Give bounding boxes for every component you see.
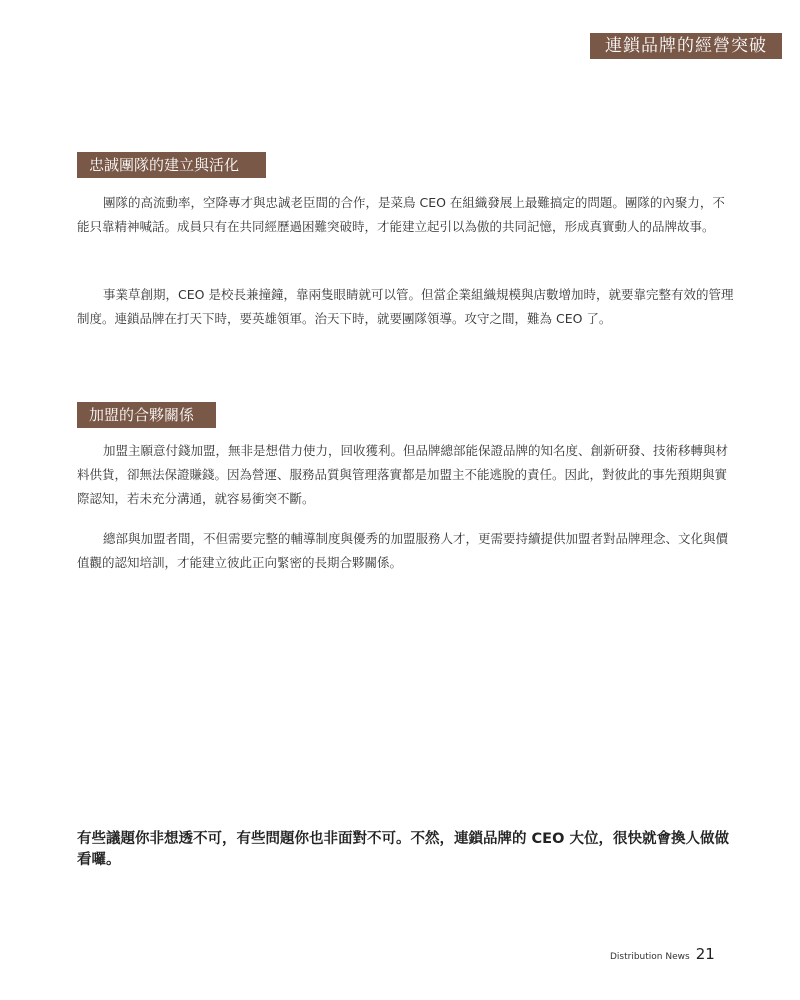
section-heading-loyal-team: 忠誠團隊的建立與活化 bbox=[77, 152, 266, 178]
chapter-title-banner: 連鎖品牌的經營突破 bbox=[590, 33, 782, 59]
paragraph-startup-management: 事業草創期，CEO 是校長兼撞鐘，靠兩隻眼睛就可以管。但當企業組織規模與店數增加時，就要靠完整有效的管理制度。連鎖品牌在打天下時，要英雄領軍。治天下時，就要團隊領導。攻守之間，難為 CEO 了。 bbox=[77, 287, 734, 326]
closing-quote: 有些議題你非想透不可，有些問題你也非面對不可。不然，連鎖品牌的 CEO 大位，很快就會換人做做看囉。 bbox=[77, 831, 729, 868]
paragraph-hq-franchisee-relations: 總部與加盟者間，不但需要完整的輔導制度與優秀的加盟服務人才，更需要持續提供加盟者對品牌理念、文化與價值觀的認知培訓，才能建立彼此正向緊密的長期合夥關係。 bbox=[77, 531, 729, 570]
paragraph-team-turnover: 團隊的高流動率，空降專才與忠誠老臣間的合作，是菜鳥 CEO 在組織發展上最難搞定的問題。團隊的內聚力，不能只靠精神喊話。成員只有在共同經歷過困難突破時，才能建立起引以為傲的共同記憶，形成真實動人的品牌故事。 bbox=[77, 195, 725, 234]
publication-name: Distribution News bbox=[610, 952, 690, 962]
page-number: 21 bbox=[695, 945, 715, 963]
section-heading-franchise-partnership: 加盟的合夥關係 bbox=[77, 402, 216, 428]
paragraph-franchisee-expectations: 加盟主願意付錢加盟，無非是想借力使力，回收獲利。但品牌總部能保證品牌的知名度、創新研發、技術移轉與材料供貨，卻無法保證賺錢。因為營運、服務品質與管理落實都是加盟主不能逃脫的責任。因此，對彼此的事先預期與實際認知，若未充分溝通，就容易衝突不斷。 bbox=[77, 443, 729, 506]
page-footer bbox=[610, 945, 715, 965]
